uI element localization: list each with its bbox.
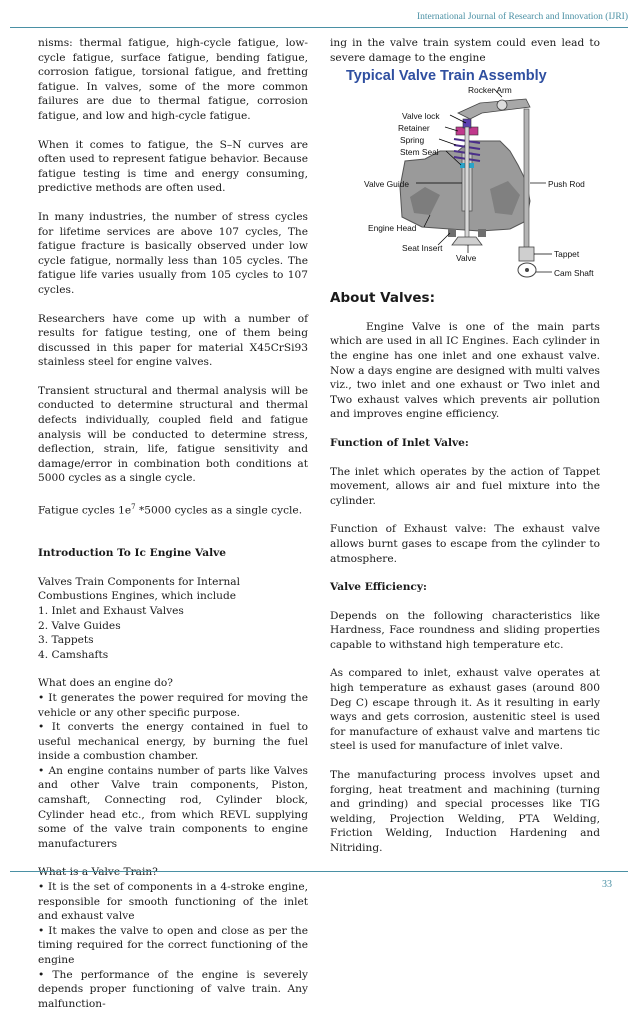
header-rule xyxy=(10,27,628,28)
label-engine-head: Engine Head xyxy=(368,223,417,234)
figure-title: Typical Valve Train Assembly xyxy=(346,68,547,85)
left-column xyxy=(38,36,308,1011)
journal-header: International Journal of Research and Innovation (IJRI) xyxy=(416,12,628,22)
paragraph-continuation: ing in the valve train system could even lead to severe damage to the engine xyxy=(330,37,600,64)
valve-efficiency-heading: Valve Efficiency: xyxy=(330,581,427,594)
paragraph-exhaust-valve: Function of Exhaust valve: The exhaust valve allows burnt gases to escape from the cylinder to atmosphere. xyxy=(330,523,600,565)
paragraph-about-valves: Engine Valve is one of the main parts which are used in all IC Engines. Each cylinder in the engine has one inlet and one exhaust valve. Now a days engine are designed with multi valves viz., two inlet and one exhaust or Two inlet and Two exhaust valves which prevents air pollution and improves engine efficiency. xyxy=(330,320,600,421)
list-item: 1. Inlet and Exhaust Valves xyxy=(38,604,184,617)
bullet-item: • It generates the power required for moving the vehicle or any other specific purpose. xyxy=(38,691,308,719)
page-number: 33 xyxy=(602,879,612,890)
label-valve-lock: Valve lock xyxy=(402,111,440,122)
about-valves-heading: About Valves: xyxy=(330,290,435,307)
paragraph-fatigue-cycles xyxy=(38,500,308,518)
paragraph-efficiency: Depends on the following characteristics like Hardness, Face roundness and sliding properties capable to withstand high temperature etc. xyxy=(330,609,600,651)
paragraph-researchers: Researchers have come up with a number of results for fatigue testing, one of them being discussed in this paper for material X45CrSi93 stainless steel for engine valves. xyxy=(38,312,308,369)
footer-rule xyxy=(10,871,628,872)
label-rocker-arm: Rocker Arm xyxy=(468,85,512,96)
paragraph-components-intro: Valves Train Components for Internal Combustions Engines, which include xyxy=(38,575,240,603)
list-item: 3. Tappets xyxy=(38,634,94,647)
engine-question: What does an engine do? xyxy=(38,677,173,690)
intro-heading: Introduction To Ic Engine Valve xyxy=(38,547,227,560)
label-tappet: Tappet xyxy=(554,249,580,260)
label-valve: Valve xyxy=(456,253,477,264)
label-valve-guide: Valve Guide xyxy=(364,179,410,190)
fatigue-cycles-exponent: 7 xyxy=(131,503,136,512)
label-retainer: Retainer xyxy=(398,123,430,134)
label-cam-shaft: Cam Shaft xyxy=(554,268,594,279)
label-push-rod: Push Rod xyxy=(548,179,585,190)
label-spring: Spring xyxy=(400,135,425,146)
valve-train-figure xyxy=(330,69,600,279)
valve-train-question: What is a Valve Train? xyxy=(38,866,158,879)
bullet-item: • It is the set of components in a 4-stroke engine, responsible for smooth functioning of the inlet and exhaust valve xyxy=(38,881,308,923)
bullet-item: • It converts the energy contained in fuel to useful mechanical energy, by burning the fuel inside a combustion chamber. xyxy=(38,721,308,763)
paragraph-stress-cycles: In many industries, the number of stress cycles for lifetime services are above 107 cycles, The fatigue fracture is basically observed under low cycle fatigue, normally less than 105 cycles. The fatigue life varies usually from 105 cycles to 107 cycles. xyxy=(38,210,308,296)
bullet-item: • An engine contains number of parts like Valves and other Valve train components, Piston, camshaft, Connecting rod, Cylinder block, Cylinder head etc., from which REVL supplying some of the valve train components to engine manufacturers xyxy=(38,764,308,850)
label-seat-insert: Seat Insert xyxy=(402,243,443,254)
list-item: 4. Camshafts xyxy=(38,648,109,661)
list-item: 2. Valve Guides xyxy=(38,619,121,632)
paragraph-manufacturing: The manufacturing process involves upset and forging, heat treatment and machining (turning and grinding) and special processes like TIG welding, Projection Welding, PTA Welding, Friction Welding, Induction Hardening and Nitriding. xyxy=(330,769,600,854)
label-stem-seal: Stem Seal xyxy=(400,147,439,158)
paragraph-inlet-valve: The inlet which operates by the action of Tappet movement, allows air and fuel mixture into the cylinder. xyxy=(330,465,600,507)
paragraph-analysis: Transient structural and thermal analysis will be conducted to determine structural and thermal defects individually, coupled field and fatigue analysis will be conducted to determine stress, deflection, strain, life, fatigue sensitivity and damage/error in combination both conditions at 5000 cycles as a single cycle. xyxy=(38,384,308,485)
inlet-valve-heading: Function of Inlet Valve: xyxy=(330,436,469,449)
paragraph-fatigue-mechanisms: nisms: thermal fatigue, high-cycle fatigue, low-cycle fatigue, surface fatigue, bending fatigue, corrosion fatigue, torsional fatigue, and fretting fatigue. In valves, some of the more common failures are due to thermal fatigue, corrosion fatigue, and low and high-cycle fatigue. xyxy=(38,37,308,122)
paragraph-comparison: As compared to inlet, exhaust valve operates at high temperature as exhaust gases (around 800 Deg C) escape through it. As it resulting in early ways and gets corrosion, austenitic steel is used for manufacture of exhaust valve and martens tic steel is used for manufacture of inlet valve. xyxy=(330,667,600,753)
bullet-item: • The performance of the engine is severely depends proper functioning of valve train. Any malfunction- xyxy=(38,968,308,1010)
bullet-item: • It makes the valve to open and close as per the timing required for the correct functioning of the engine xyxy=(38,924,308,966)
right-column xyxy=(330,36,600,856)
fatigue-cycles-text: Fatigue cycles 1e xyxy=(38,504,132,517)
fatigue-cycles-rest: *5000 cycles as a single cycle. xyxy=(135,504,303,517)
paragraph-sn-curves: When it comes to fatigue, the S–N curves are often used to represent fatigue behavior. Because fatigue testing is time and energy consuming, predictive methods are often used. xyxy=(38,138,308,195)
